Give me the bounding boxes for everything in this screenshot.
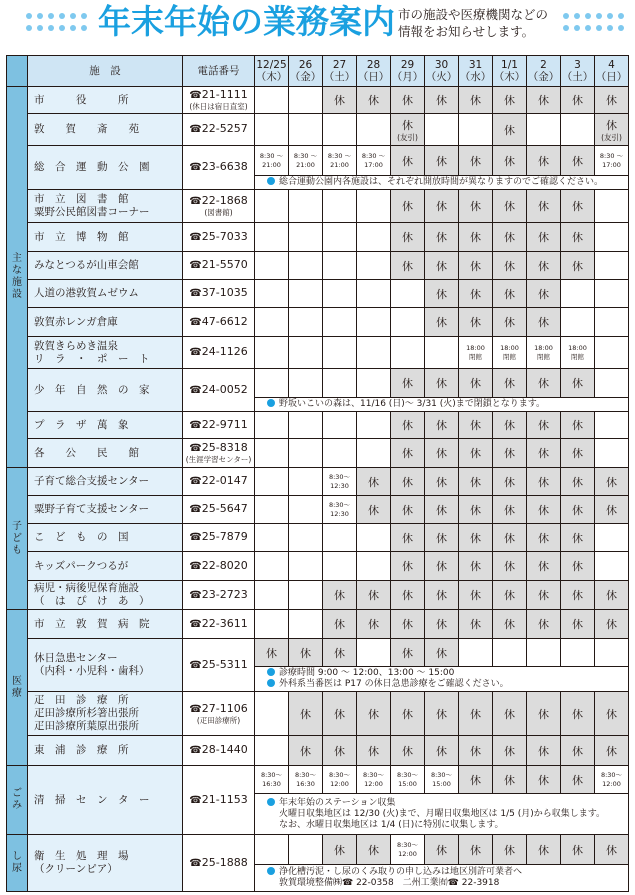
facility-name: 市 立 博 物 館 bbox=[28, 223, 183, 252]
facility-name: 敦賀きらめき温泉 リ ラ ・ ポ ー ト bbox=[28, 337, 183, 369]
category-main-facilities: 主 な 施 設 bbox=[7, 87, 28, 468]
phone-number: ☎22-9711 bbox=[183, 412, 255, 439]
facility-name: 敦賀赤レンガ倉庫 bbox=[28, 308, 183, 337]
category-kids: 子 ど も bbox=[7, 468, 28, 610]
date-header: 31 （水） bbox=[459, 56, 493, 87]
phone-icon: ☎ bbox=[189, 745, 202, 756]
facility-name: みなとつるが山車会館 bbox=[28, 252, 183, 280]
facility-name: こ ど も の 国 bbox=[28, 524, 183, 552]
phone-icon: ☎ bbox=[189, 560, 202, 572]
facility-name: 少 年 自 然 の 家 bbox=[28, 369, 183, 412]
table-row: 子 ど も 子育て総合支援センター ☎22-0147 8:30～ 12:30 休 休 休 休 休 休 休 休 bbox=[7, 468, 629, 496]
phone-icon: ☎ bbox=[189, 504, 202, 515]
table-row: 医 療 市 立 敦 賀 病 院 ☎22-3611 休 休 休 休 休 休 休 休 休 bbox=[7, 610, 629, 639]
page-header bbox=[0, 0, 635, 50]
table-row: 市 立 博 物 館 ☎25-7033 休 休 休 休 休 休 bbox=[7, 223, 629, 252]
table-row: 疋 田 診 療 所 疋田診療所杉箸出張所 疋田診療所葉原出張所 ☎27-1106 (疋田診療所) 休 休 休 休 休 休 休 休 休 休 bbox=[7, 692, 629, 736]
phone-column-header: 電話番号 bbox=[183, 56, 255, 87]
facility-name: 休日急患センター （内科・小児科・歯科） bbox=[28, 639, 183, 692]
phone-icon: ☎ bbox=[189, 162, 202, 173]
bullet-icon bbox=[267, 399, 275, 407]
phone-icon: ☎ bbox=[189, 90, 202, 101]
phone-number: ☎25-5647 bbox=[183, 496, 255, 524]
table-row: 主 な 施 設 市 役 所 ☎21-1111 (休日は宿日直室) 休 休 休 休 休 休 休 休 休 bbox=[7, 87, 629, 114]
phone-number: ☎37-1035 bbox=[183, 280, 255, 308]
phone-icon: ☎ bbox=[189, 124, 202, 135]
phone-icon: ☎ bbox=[189, 476, 202, 487]
date-header: 3 （土） bbox=[561, 56, 595, 87]
phone-icon: ☎ bbox=[189, 659, 202, 671]
table-row: キッズパークつるが ☎22-8020 休 休 休 休 休 休 bbox=[7, 552, 629, 581]
schedule-table bbox=[6, 55, 629, 892]
phone-icon: ☎ bbox=[189, 384, 202, 396]
phone-icon: ☎ bbox=[189, 703, 202, 715]
table-row: 敦賀きらめき温泉 リ ラ ・ ポ ー ト ☎24-1126 18:00 閉館 18:00 閉館 18:00 閉館 18:00 閉館 bbox=[7, 337, 629, 369]
phone-number: ☎24-1126 bbox=[183, 337, 255, 369]
bullet-icon bbox=[267, 679, 275, 687]
facility-name: 清 掃 セ ン タ ー bbox=[28, 766, 183, 835]
category-header bbox=[7, 56, 28, 87]
phone-icon: ☎ bbox=[189, 857, 202, 869]
phone-number: ☎22-1868 (図書館) bbox=[183, 190, 255, 223]
table-row: 市 立 図 書 館 粟野公民館図書コーナー ☎22-1868 (図書館) 休 休 休 休 休 休 bbox=[7, 190, 629, 223]
phone-number: ☎28-1440 bbox=[183, 736, 255, 766]
date-header: 2 （金） bbox=[527, 56, 561, 87]
facility-name: 市 立 図 書 館 粟野公民館図書コーナー bbox=[28, 190, 183, 223]
phone-number: ☎22-0147 bbox=[183, 468, 255, 496]
table-row: 各 公 民 館 ☎25-8318 (生涯学習センター) 休 休 休 休 休 休 bbox=[7, 439, 629, 468]
table-row: プ ラ ザ 萬 象 ☎22-9711 休 休 休 休 休 休 bbox=[7, 412, 629, 439]
phone-number: ☎25-7033 bbox=[183, 223, 255, 252]
facility-name: 東 浦 診 療 所 bbox=[28, 736, 183, 766]
date-header: 4 （日） bbox=[595, 56, 629, 87]
facility-name: 市 立 敦 賀 病 院 bbox=[28, 610, 183, 639]
date-header: 29 （月） bbox=[391, 56, 425, 87]
phone-number: ☎22-8020 bbox=[183, 552, 255, 581]
phone-icon: ☎ bbox=[189, 589, 202, 601]
phone-icon: ☎ bbox=[189, 794, 202, 806]
phone-number: ☎22-5257 bbox=[183, 114, 255, 146]
bullet-icon bbox=[267, 177, 275, 185]
facility-name: 衛 生 処 理 場 （クリーンピア） bbox=[28, 835, 183, 892]
phone-icon: ☎ bbox=[189, 260, 202, 271]
date-header: 12/25 （木） bbox=[255, 56, 289, 87]
phone-icon: ☎ bbox=[189, 231, 202, 243]
facility-name: 敦 賀 斎 苑 bbox=[28, 114, 183, 146]
phone-number: ☎24-0052 bbox=[183, 369, 255, 412]
phone-number: ☎23-2723 bbox=[183, 581, 255, 610]
bullet-icon bbox=[267, 798, 275, 806]
seiso-note: 年末年始のステーション収集 火曜日収集地区は 12/30 (火)まで、月曜日収集地区は 1/5 (月)から収集します。 なお、水曜日収集地区は 1/4 (日)に特別に収集します。 bbox=[255, 794, 629, 835]
page-title: 年末年始の業務案内 bbox=[98, 2, 395, 41]
table-row: し 尿 衛 生 処 理 場 （クリーンピア） ☎25-1888 休 休 8:30～ 12:00 休 休 休 休 休 休 bbox=[7, 835, 629, 865]
facility-name: 人道の港敦賀ムゼウム bbox=[28, 280, 183, 308]
phone-icon: ☎ bbox=[189, 443, 202, 454]
phone-number: ☎22-3611 bbox=[183, 610, 255, 639]
eisei-note: 浄化槽汚泥・し尿のくみ取りの申し込みは地区別許可業者へ 敦賀環境整備㈱☎ 22-0358 二州工業㈲☎ 22-3918 bbox=[255, 865, 629, 892]
phone-number: ☎47-6612 bbox=[183, 308, 255, 337]
phone-number: ☎25-5311 bbox=[183, 639, 255, 692]
table-row: 敦 賀 斎 苑 ☎22-5257 休 (友引) 休 休 (友引) bbox=[7, 114, 629, 146]
phone-number: ☎25-1888 bbox=[183, 835, 255, 892]
date-header: 1/1 （木） bbox=[493, 56, 527, 87]
facility-name: キッズパークつるが bbox=[28, 552, 183, 581]
decorative-dots-right bbox=[563, 13, 624, 31]
page-subtitle: 市の施設や医療機関などの 情報をお知らせします。 bbox=[398, 7, 549, 39]
decorative-dots-left bbox=[26, 13, 87, 31]
phone-number: ☎25-7879 bbox=[183, 524, 255, 552]
facility-name: 子育て総合支援センター bbox=[28, 468, 183, 496]
phone-number: ☎21-5570 bbox=[183, 252, 255, 280]
shizen-note: 野坂いこいの森は、11/16 (日)～ 3/31 (火)まで閉鎖となります。 bbox=[255, 398, 629, 412]
table-row: 粟野子育て支援センター ☎25-5647 8:30～ 12:30 休 休 休 休 休 休 休 休 bbox=[7, 496, 629, 524]
phone-icon: ☎ bbox=[189, 288, 202, 299]
facility-column-header: 施 設 bbox=[28, 56, 183, 87]
kyujitsu-note: 診療時間 9:00 ～ 12:00、13:00 ～ 15:00 外科系当番医は P17 の休日急患診療をご確認ください。 bbox=[255, 667, 629, 692]
table-row: 人道の港敦賀ムゼウム ☎37-1035 休 休 休 休 bbox=[7, 280, 629, 308]
phone-icon: ☎ bbox=[189, 316, 202, 328]
phone-number: ☎23-6638 bbox=[183, 146, 255, 190]
phone-number: ☎21-1111 (休日は宿日直室) bbox=[183, 87, 255, 114]
phone-icon: ☎ bbox=[189, 618, 202, 630]
phone-icon: ☎ bbox=[189, 196, 202, 207]
table-row: 病児・病後児保育施設 （ は ぴ け あ ） ☎23-2723 休 休 休 休 休 休 休 休 休 bbox=[7, 581, 629, 610]
date-header: 28 （日） bbox=[357, 56, 391, 87]
table-row: ご み 清 掃 セ ン タ ー ☎21-1153 8:30～ 16:30 8:30～ 16:30 8:30～ 12:00 8:30～ 12:00 8:30～ 15:00 8:30～ 15:00 休 休 休 休 8:30～ 12:00 bbox=[7, 766, 629, 794]
table-row: こ ど も の 国 ☎25-7879 休 休 休 休 休 休 bbox=[7, 524, 629, 552]
phone-number: ☎25-8318 (生涯学習センター) bbox=[183, 439, 255, 468]
category-medical: 医 療 bbox=[7, 610, 28, 766]
sports-park-note: 総合運動公園内各施設は、それぞれ開放時間が異なりますのでご確認ください。 bbox=[255, 176, 629, 190]
date-header: 30 （火） bbox=[425, 56, 459, 87]
facility-name: 市 役 所 bbox=[28, 87, 183, 114]
phone-number: ☎21-1153 bbox=[183, 766, 255, 835]
table-row: みなとつるが山車会館 ☎21-5570 休 休 休 休 休 休 bbox=[7, 252, 629, 280]
table-row: 敦賀赤レンガ倉庫 ☎47-6612 休 休 休 休 bbox=[7, 308, 629, 337]
facility-name: 病児・病後児保育施設 （ は ぴ け あ ） bbox=[28, 581, 183, 610]
table-row: 総 合 運 動 公 園 ☎23-6638 8:30 ～ 21:00 8:30 ～ 21:00 8:30 ～ 21:00 8:30 ～ 17:00 休 休 休 休 休 休 8:30 ～ 17:00 bbox=[7, 146, 629, 176]
table-row: 少 年 自 然 の 家 ☎24-0052 休 休 休 休 休 休 bbox=[7, 369, 629, 398]
facility-name: 疋 田 診 療 所 疋田診療所杉箸出張所 疋田診療所葉原出張所 bbox=[28, 692, 183, 736]
date-header: 27 （土） bbox=[323, 56, 357, 87]
table-header-row bbox=[7, 56, 629, 87]
phone-icon: ☎ bbox=[189, 419, 202, 431]
date-header: 26 （金） bbox=[289, 56, 323, 87]
table-row: 東 浦 診 療 所 ☎28-1440 休 休 休 休 休 休 休 休 休 休 bbox=[7, 736, 629, 766]
category-sewage: し 尿 bbox=[7, 835, 28, 892]
phone-icon: ☎ bbox=[189, 532, 202, 543]
facility-name: 各 公 民 館 bbox=[28, 439, 183, 468]
facility-name: プ ラ ザ 萬 象 bbox=[28, 412, 183, 439]
table-row: 休日急患センター （内科・小児科・歯科） ☎25-5311 休 休 休 休 休 bbox=[7, 639, 629, 667]
facility-name: 粟野子育て支援センター bbox=[28, 496, 183, 524]
category-garbage: ご み bbox=[7, 766, 28, 835]
facility-name: 総 合 運 動 公 園 bbox=[28, 146, 183, 190]
bullet-icon bbox=[267, 668, 275, 676]
phone-icon: ☎ bbox=[189, 347, 202, 358]
bullet-icon bbox=[267, 867, 275, 875]
phone-number: ☎27-1106 (疋田診療所) bbox=[183, 692, 255, 736]
